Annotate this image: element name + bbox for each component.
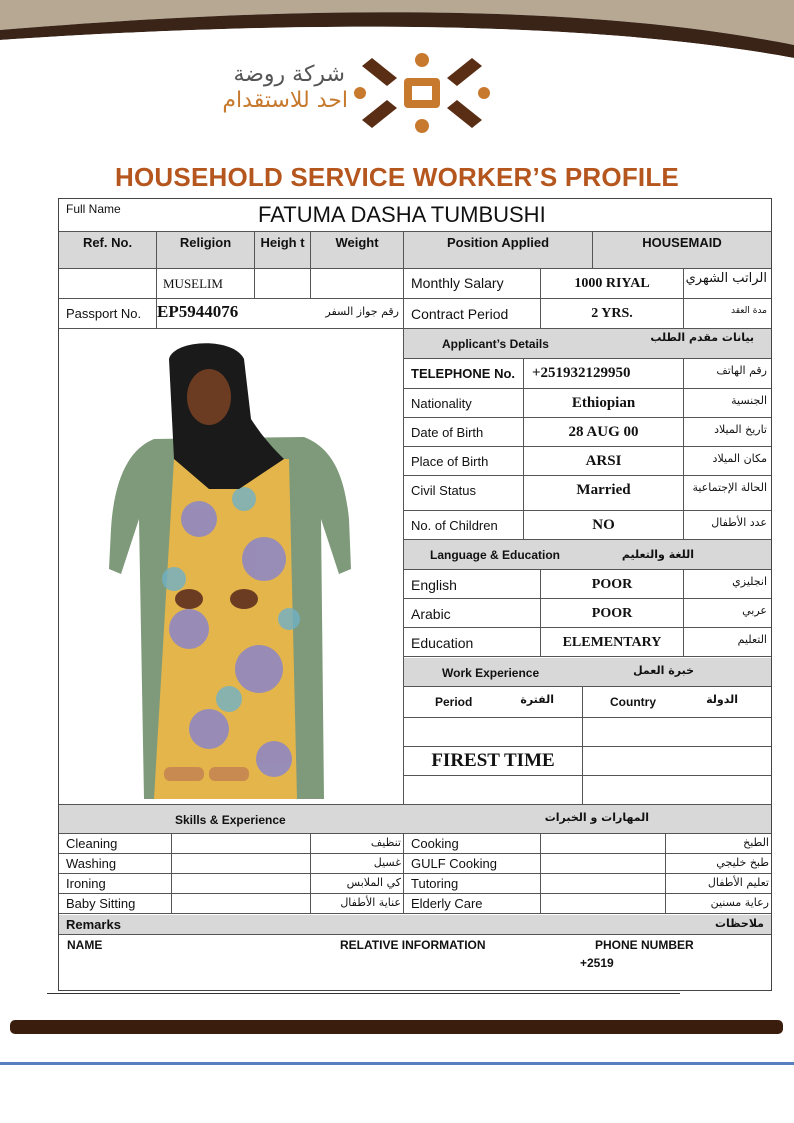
skill-right-label-0: Cooking: [404, 834, 541, 854]
company-logo: [352, 48, 492, 138]
work-section-header: [404, 658, 771, 687]
language-label-2: Education: [404, 628, 541, 657]
monthly-salary-ar: الراتب الشهري: [684, 269, 771, 299]
contract-period-label: Contract Period: [404, 299, 541, 329]
work-row-3-country: [583, 776, 771, 805]
signature-line: [47, 993, 680, 994]
applicant-section-label: Applicant’s Details: [442, 337, 549, 351]
applicant-ar-3: مكان الميلاد: [684, 447, 771, 476]
worker-photo: [59, 329, 404, 805]
language-ar-2: التعليم: [684, 628, 771, 657]
page-title: HOUSEHOLD SERVICE WORKER’S PROFILE: [115, 162, 679, 192]
language-value-0: POOR: [541, 570, 684, 599]
remarks-phone-value: +2519: [580, 956, 614, 970]
religion-header: Religion: [157, 232, 255, 269]
applicant-value-2: 28 AUG 00: [524, 418, 684, 447]
footer-line: [0, 1062, 794, 1065]
language-label-1: Arabic: [404, 599, 541, 628]
footer-bar: [10, 1020, 783, 1034]
contract-period-value: 2 YRS.: [541, 299, 684, 329]
remarks-ar: ملاحظات: [715, 917, 764, 930]
full-name-label: [59, 199, 771, 232]
applicant-section-ar: بيانات مقدم الطلب: [650, 331, 754, 344]
contract-period-ar: مدة العقد: [684, 299, 771, 329]
position-applied-header: Position Applied: [404, 232, 593, 269]
country-label: Country: [610, 695, 656, 709]
first-time-value: FIREST TIME: [404, 747, 583, 776]
skill-right-check-3: [541, 894, 666, 914]
applicant-ar-1: الجنسية: [684, 389, 771, 418]
skill-left-label-2: Ironing: [59, 874, 172, 894]
applicant-value-4: Married: [524, 476, 684, 511]
profile-table: [58, 198, 772, 991]
skill-right-check-0: [541, 834, 666, 854]
skills-section-header: [59, 805, 771, 834]
skill-left-label-1: Washing: [59, 854, 172, 874]
skill-left-ar-3: عناية الأطفال: [311, 894, 404, 914]
applicant-value-1: Ethiopian: [524, 389, 684, 418]
language-label-0: English: [404, 570, 541, 599]
skill-left-ar-1: غسيل: [311, 854, 404, 874]
height-value: [255, 269, 311, 299]
work-section-ar: خبرة العمل: [633, 664, 694, 677]
applicant-label-5: No. of Children: [404, 511, 524, 540]
skill-left-label-0: Cleaning: [59, 834, 172, 854]
weight-header: Weight: [311, 232, 404, 269]
applicant-ar-5: عدد الأطفال: [684, 511, 771, 540]
skill-right-label-1: GULF Cooking: [404, 854, 541, 874]
period-label: Period: [435, 695, 473, 709]
country-ar: الدولة: [706, 693, 738, 706]
applicant-ar-0: رقم الهاتف: [684, 359, 771, 389]
remarks-label: Remarks: [66, 917, 121, 932]
skills-section-ar: المهارات و الخبرات: [544, 811, 649, 824]
religion-value: MUSELIM: [157, 269, 255, 299]
period-header: [404, 687, 583, 718]
work-row-2-country: [583, 747, 771, 776]
remarks-header: [59, 915, 771, 935]
remarks-name-label: NAME: [67, 938, 103, 952]
period-ar: الفترة: [520, 693, 554, 706]
language-section-ar: اللغة والتعليم: [621, 548, 694, 561]
applicant-label-2: Date of Birth: [404, 418, 524, 447]
skill-right-label-2: Tutoring: [404, 874, 541, 894]
skill-right-ar-0: الطبخ: [666, 834, 771, 854]
weight-value: [311, 269, 404, 299]
worker-photo-figure: [59, 329, 404, 805]
skill-left-ar-2: كي الملابس: [311, 874, 404, 894]
height-header: Heigh t: [255, 232, 311, 269]
applicant-value-3: ARSI: [524, 447, 684, 476]
skill-right-ar-2: تعليم الأطفال: [666, 874, 771, 894]
language-value-1: POOR: [541, 599, 684, 628]
language-section-label: Language & Education: [430, 548, 561, 562]
full-name-value: FATUMA DASHA TUMBUSHI: [258, 202, 546, 227]
language-value-2: ELEMENTARY: [541, 628, 684, 657]
skill-left-label-3: Baby Sitting: [59, 894, 172, 914]
remarks-relative-label: RELATIVE INFORMATION: [340, 938, 486, 952]
full-name-label-text: Full Name: [66, 202, 121, 216]
passport-value: EP5944076: [157, 299, 311, 329]
applicant-label-3: Place of Birth: [404, 447, 524, 476]
monthly-salary-value: 1000 RIYAL: [541, 269, 684, 299]
applicant-ar-4: الحالة الإجتماعية: [684, 476, 771, 511]
work-section-label: Work Experience: [442, 666, 540, 680]
skill-right-label-3: Elderly Care: [404, 894, 541, 914]
skill-left-check-1: [172, 854, 311, 874]
skill-right-check-1: [541, 854, 666, 874]
company-name-ar-2: احد للاستقدام: [222, 88, 348, 113]
applicant-ar-2: تاريخ الميلاد: [684, 418, 771, 447]
applicant-label-0: TELEPHONE No.: [404, 359, 524, 389]
applicant-section-header: [404, 329, 771, 359]
language-section-header: [404, 540, 771, 570]
skill-right-ar-3: رعاية مسنين: [666, 894, 771, 914]
ref-no-header: Ref. No.: [59, 232, 157, 269]
applicant-value-0: +251932129950: [524, 359, 684, 389]
applicant-value-5: NO: [524, 511, 684, 540]
skill-left-check-3: [172, 894, 311, 914]
ref-no-value: [59, 269, 157, 299]
position-value: HOUSEMAID: [593, 232, 771, 269]
applicant-label-1: Nationality: [404, 389, 524, 418]
skill-right-ar-1: طبخ خليجي: [666, 854, 771, 874]
remarks-phone-label: PHONE NUMBER: [595, 938, 694, 952]
country-header: [583, 687, 771, 718]
skill-right-check-2: [541, 874, 666, 894]
applicant-label-4: Civil Status: [404, 476, 524, 511]
work-row-1-period: [404, 718, 583, 747]
passport-label: Passport No.: [59, 299, 157, 329]
company-name-ar-1: شركة روضة: [233, 62, 345, 87]
skill-left-check-2: [172, 874, 311, 894]
work-row-1-country: [583, 718, 771, 747]
skill-left-ar-0: تنظيف: [311, 834, 404, 854]
work-row-3-period: [404, 776, 583, 805]
language-ar-0: انجليزي: [684, 570, 771, 599]
language-ar-1: عربي: [684, 599, 771, 628]
skill-left-check-0: [172, 834, 311, 854]
passport-label-ar: رقم جواز السفر: [311, 299, 404, 329]
monthly-salary-label: Monthly Salary: [404, 269, 541, 299]
skills-section-label: Skills & Experience: [175, 813, 286, 827]
